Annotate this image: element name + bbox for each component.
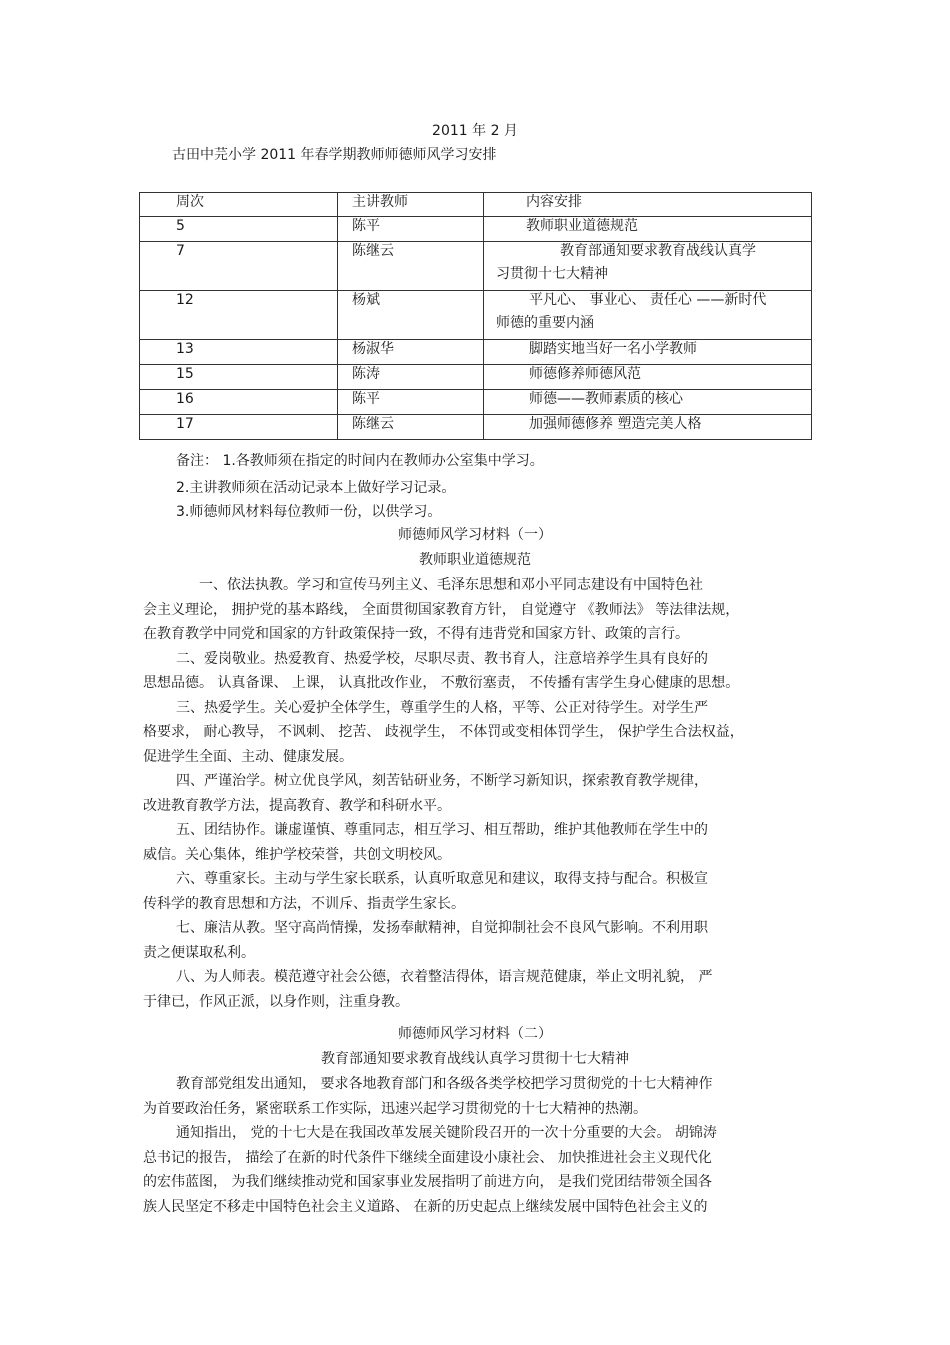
week-cell: 5: [140, 217, 338, 242]
paragraph: 一、依法执教。学习和宣传马列主义、毛泽东思想和邓小平同志建设有中国特色社 会主义理论， 拥护党的基本路线， 全面贯彻国家教育方针， 自觉遵守 《教师法》 等法律法规， 在教育教学中同党和国家的方针政策保持一致，不得有违背党和国家方针、政策的言行。: [143, 577, 740, 642]
content-cell: 师德——教师素质的核心: [484, 390, 812, 415]
content-cell: 脚踏实地当好一名小学教师: [484, 340, 812, 365]
week-cell: 7: [140, 242, 338, 291]
column-header-content: 内容安排: [484, 193, 812, 217]
paragraph: 教育部党组发出通知， 要求各地教育部门和各级各类学校把学习贯彻党的十七大精神作 为首要政治任务，紧密联系工作实际，迅速兴起学习贯彻党的十七大精神的热潮。: [143, 1076, 713, 1117]
content-cell: 平凡心、 事业心、 责任心 ——新时代 师德的重要内涵: [484, 291, 812, 340]
paragraph: 八、为人师表。模范遵守社会公德，衣着整洁得体，语言规范健康，举止文明礼貌， 严 于律已，作风正派，以身作则，注重身教。: [143, 969, 713, 1010]
paragraph: 六、尊重家长。主动与学生家长联系，认真听取意见和建议，取得支持与配合。积极宣 传科学的教育思想和方法，不训斥、指责学生家长。: [143, 871, 708, 912]
material-1-heading: 师德师风学习材料（一）: [398, 527, 552, 543]
table-row: [140, 390, 812, 415]
note-line-2: 2.主讲教师须在活动记录本上做好学习记录。: [176, 480, 456, 496]
content-cell: 加强师德修养 塑造完美人格: [484, 415, 812, 440]
material-1-body: [143, 576, 823, 1017]
material-2-heading: 师德师风学习材料（二）: [398, 1026, 552, 1042]
paragraph: 二、爱岗敬业。热爱教育、热爱学校，尽职尽责、教书育人，注意培养学生具有良好的 思想品德。 认真备课、 上课， 认真批改作业， 不敷衍塞责， 不传播有害学生身心健康的思想。: [143, 650, 740, 691]
table-row: [140, 415, 812, 440]
paragraph: 通知指出， 党的十七大是在我国改革发展关键阶段召开的一次十分重要的大会。 胡锦涛 总书记的报告， 描绘了在新的时代条件下继续全面建设小康社会、 加快推进社会主义现代化 的宏伟蓝图， 为我们继续推动党和国家事业发展指明了前进方向， 是我们党团结带领全国各 族人民坚定不移走中国特色社会主义道路、 在新的历史起点上继续发展中国特色社会主义的: [143, 1125, 717, 1215]
table-row: [140, 365, 812, 390]
table-row: [140, 340, 812, 365]
table-row: [140, 217, 812, 242]
content-cell: 教育部通知要求教育战线认真学 习贯彻十七大精神: [484, 242, 812, 291]
teacher-cell: 杨斌: [338, 291, 484, 340]
content-cell: 教师职业道德规范: [484, 217, 812, 242]
note-line-3: 3.师德师风材料每位教师一份，以供学习。: [176, 504, 442, 520]
week-cell: 17: [140, 415, 338, 440]
paragraph: 五、团结协作。谦虚谨慎、尊重同志，相互学习、相互帮助，维护其他教师在学生中的 威信。关心集体，维护学校荣誉，共创文明校风。: [143, 822, 708, 863]
column-header-teacher: 主讲教师: [338, 193, 484, 217]
teacher-cell: 陈涛: [338, 365, 484, 390]
week-cell: 16: [140, 390, 338, 415]
schedule-title: 古田中芫小学 2011 年春学期教师师德师风学习安排: [172, 147, 497, 163]
column-header-week: 周次: [140, 193, 338, 217]
paragraph: 三、热爱学生。关心爱护全体学生，尊重学生的人格，平等、公正对待学生。对学生严 格要求， 耐心教导， 不讽刺、 挖苦、 歧视学生， 不体罚或变相体罚学生， 保护学生合法权益， 促进学生全面、主动、健康发展。: [143, 699, 744, 765]
table-row: [140, 291, 812, 340]
table-header-row: [140, 193, 812, 217]
teacher-cell: 陈继云: [338, 415, 484, 440]
paragraph: 七、廉洁从教。坚守高尚情操，发扬奉献精神，自觉抑制社会不良风气影响。不利用职 责之便谋取私利。: [143, 920, 708, 961]
teacher-cell: 陈平: [338, 217, 484, 242]
material-1-subheading: 教师职业道德规范: [419, 552, 531, 568]
material-2-subheading: 教育部通知要求教育战线认真学习贯彻十七大精神: [321, 1051, 629, 1067]
teacher-cell: 陈平: [338, 390, 484, 415]
table-row: [140, 242, 812, 291]
document-date: 2011 年 2 月: [432, 123, 518, 139]
paragraph: 四、严谨治学。树立优良学风，刻苦钻研业务，不断学习新知识，探索教育教学规律， 改进教育教学方法，提高教育、教学和科研水平。: [143, 773, 708, 814]
week-cell: 12: [140, 291, 338, 340]
content-cell: 师德修养师德风范: [484, 365, 812, 390]
note-line-1: 备注： 1.各教师须在指定的时间内在教师办公室集中学习。: [176, 453, 544, 469]
week-cell: 13: [140, 340, 338, 365]
week-cell: 15: [140, 365, 338, 390]
material-2-body: [143, 1075, 823, 1222]
teacher-cell: 陈继云: [338, 242, 484, 291]
teacher-cell: 杨淑华: [338, 340, 484, 365]
schedule-table: [139, 192, 812, 440]
